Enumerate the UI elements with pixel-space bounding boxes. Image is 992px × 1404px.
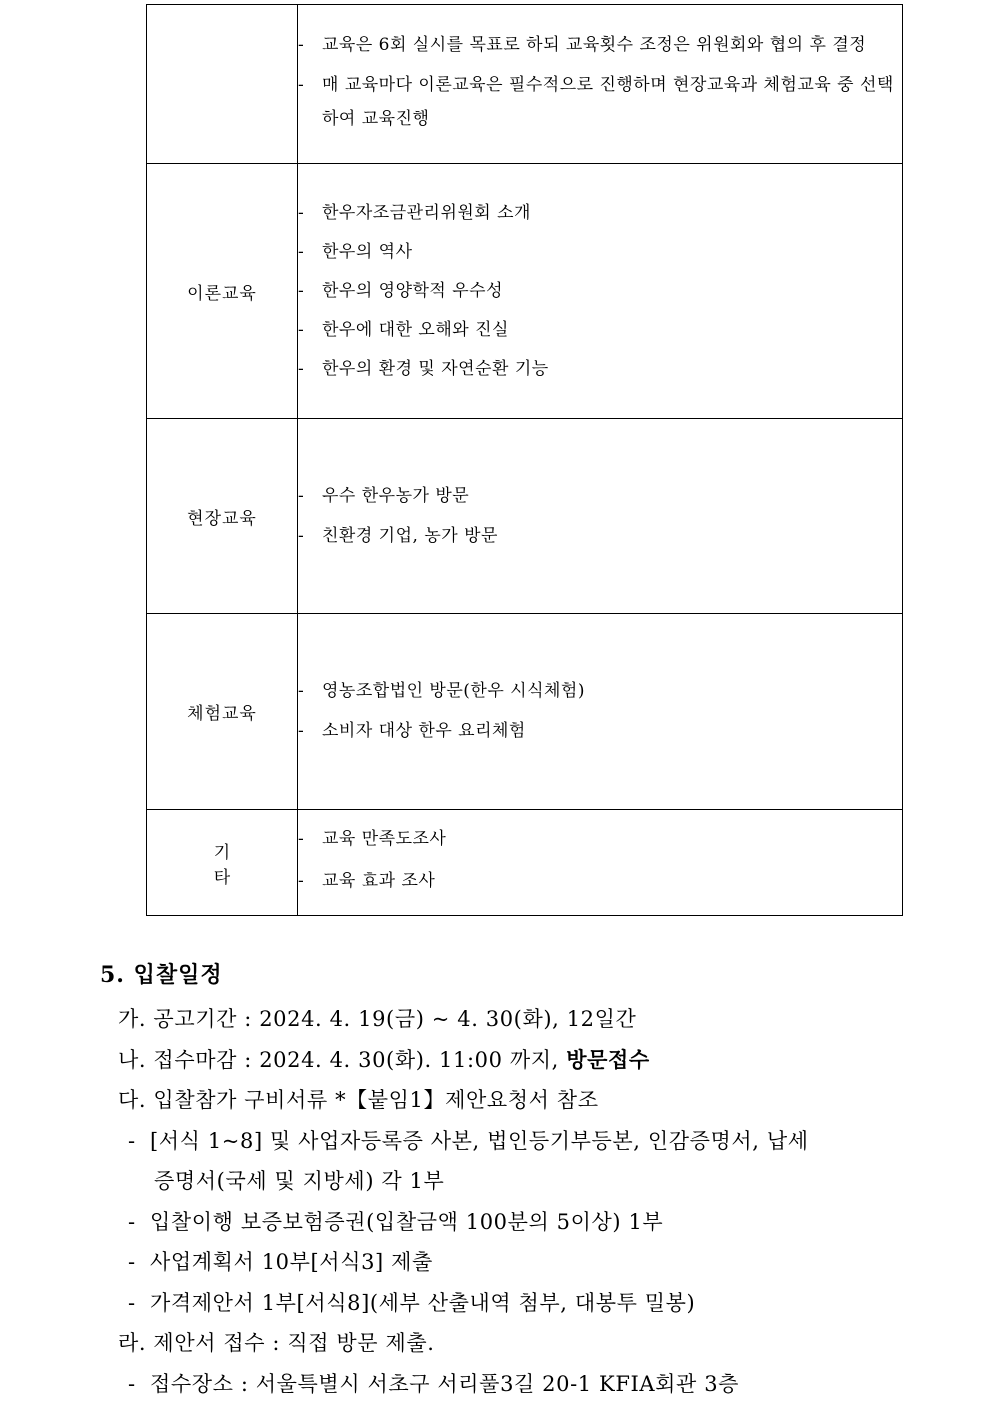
table-row (147, 614, 903, 810)
visit-submission-label: 방문접수 (566, 1047, 650, 1072)
bid-schedule-section (100, 958, 920, 1404)
list-item: - 한우의 환경 및 자연순환 기능 (298, 354, 902, 384)
category-cell: 이론교육 (147, 164, 298, 419)
list-item: - [서식 1~8] 및 사업자등록증 사본, 법인등기부등본, 인감증명서, 납세 (100, 1121, 920, 1162)
items-cell (298, 419, 903, 614)
category-cell: 기 타 (147, 810, 298, 916)
list-item: - 영농조합법인 방문(한우 시식체험) (298, 676, 902, 706)
section-title: 5. 입찰일정 (100, 958, 920, 989)
list-item: - 우수 한우농가 방문 (298, 481, 902, 511)
category-cell: 현장교육 (147, 419, 298, 614)
list-item: - 매 교육마다 이론교육은 필수적으로 진행하며 현장교육과 체험교육 중 선택하여 교육진행 (298, 68, 902, 136)
list-item: - 한우자조금관리위원회 소개 (298, 198, 902, 228)
list-item: - 한우에 대한 오해와 진실 (298, 315, 902, 345)
table-row (147, 810, 903, 916)
list-item: - 교육은 6회 실시를 목표로 하되 교육횟수 조정은 위원회와 협의 후 결정 (298, 28, 902, 62)
list-item: - 한우의 영양학적 우수성 (298, 276, 902, 306)
list-item: - 접수장소 : 서울특별시 서초구 서리풀3길 20-1 KFIA회관 3층 (100, 1364, 920, 1404)
list-item: - 교육 만족도조사 (298, 824, 902, 854)
items-cell (298, 810, 903, 916)
list-item: - 입찰이행 보증보험증권(입찰금액 100분의 5이상) 1부 (100, 1202, 920, 1243)
category-cell: 체험교육 (147, 614, 298, 810)
list-item: - 교육 효과 조사 (298, 866, 902, 896)
list-item-continuation: 증명서(국세 및 지방세) 각 1부 (100, 1161, 920, 1202)
items-cell (298, 614, 903, 810)
items-cell (298, 5, 903, 164)
submission-deadline: 나. 접수마감 : 2024. 4. 30(화). 11:00 까지, 방문접수 (100, 1040, 920, 1081)
list-item: - 소비자 대상 한우 요리체험 (298, 716, 902, 746)
education-program-table (146, 4, 903, 916)
required-documents: 다. 입찰참가 구비서류 *【붙임1】제안요청서 참조 (100, 1080, 920, 1121)
announcement-period: 가. 공고기간 : 2024. 4. 19(금) ~ 4. 30(화), 12일간 (100, 999, 920, 1040)
table-row (147, 5, 903, 164)
list-item: - 사업계획서 10부[서식3] 제출 (100, 1242, 920, 1283)
category-cell (147, 5, 298, 164)
table-row (147, 419, 903, 614)
proposal-submission: 라. 제안서 접수 : 직접 방문 제출. (100, 1323, 920, 1364)
items-cell (298, 164, 903, 419)
table-row (147, 164, 903, 419)
list-item: - 가격제안서 1부[서식8](세부 산출내역 첨부, 대봉투 밀봉) (100, 1283, 920, 1324)
list-item: - 친환경 기업, 농가 방문 (298, 521, 902, 551)
list-item: - 한우의 역사 (298, 237, 902, 267)
